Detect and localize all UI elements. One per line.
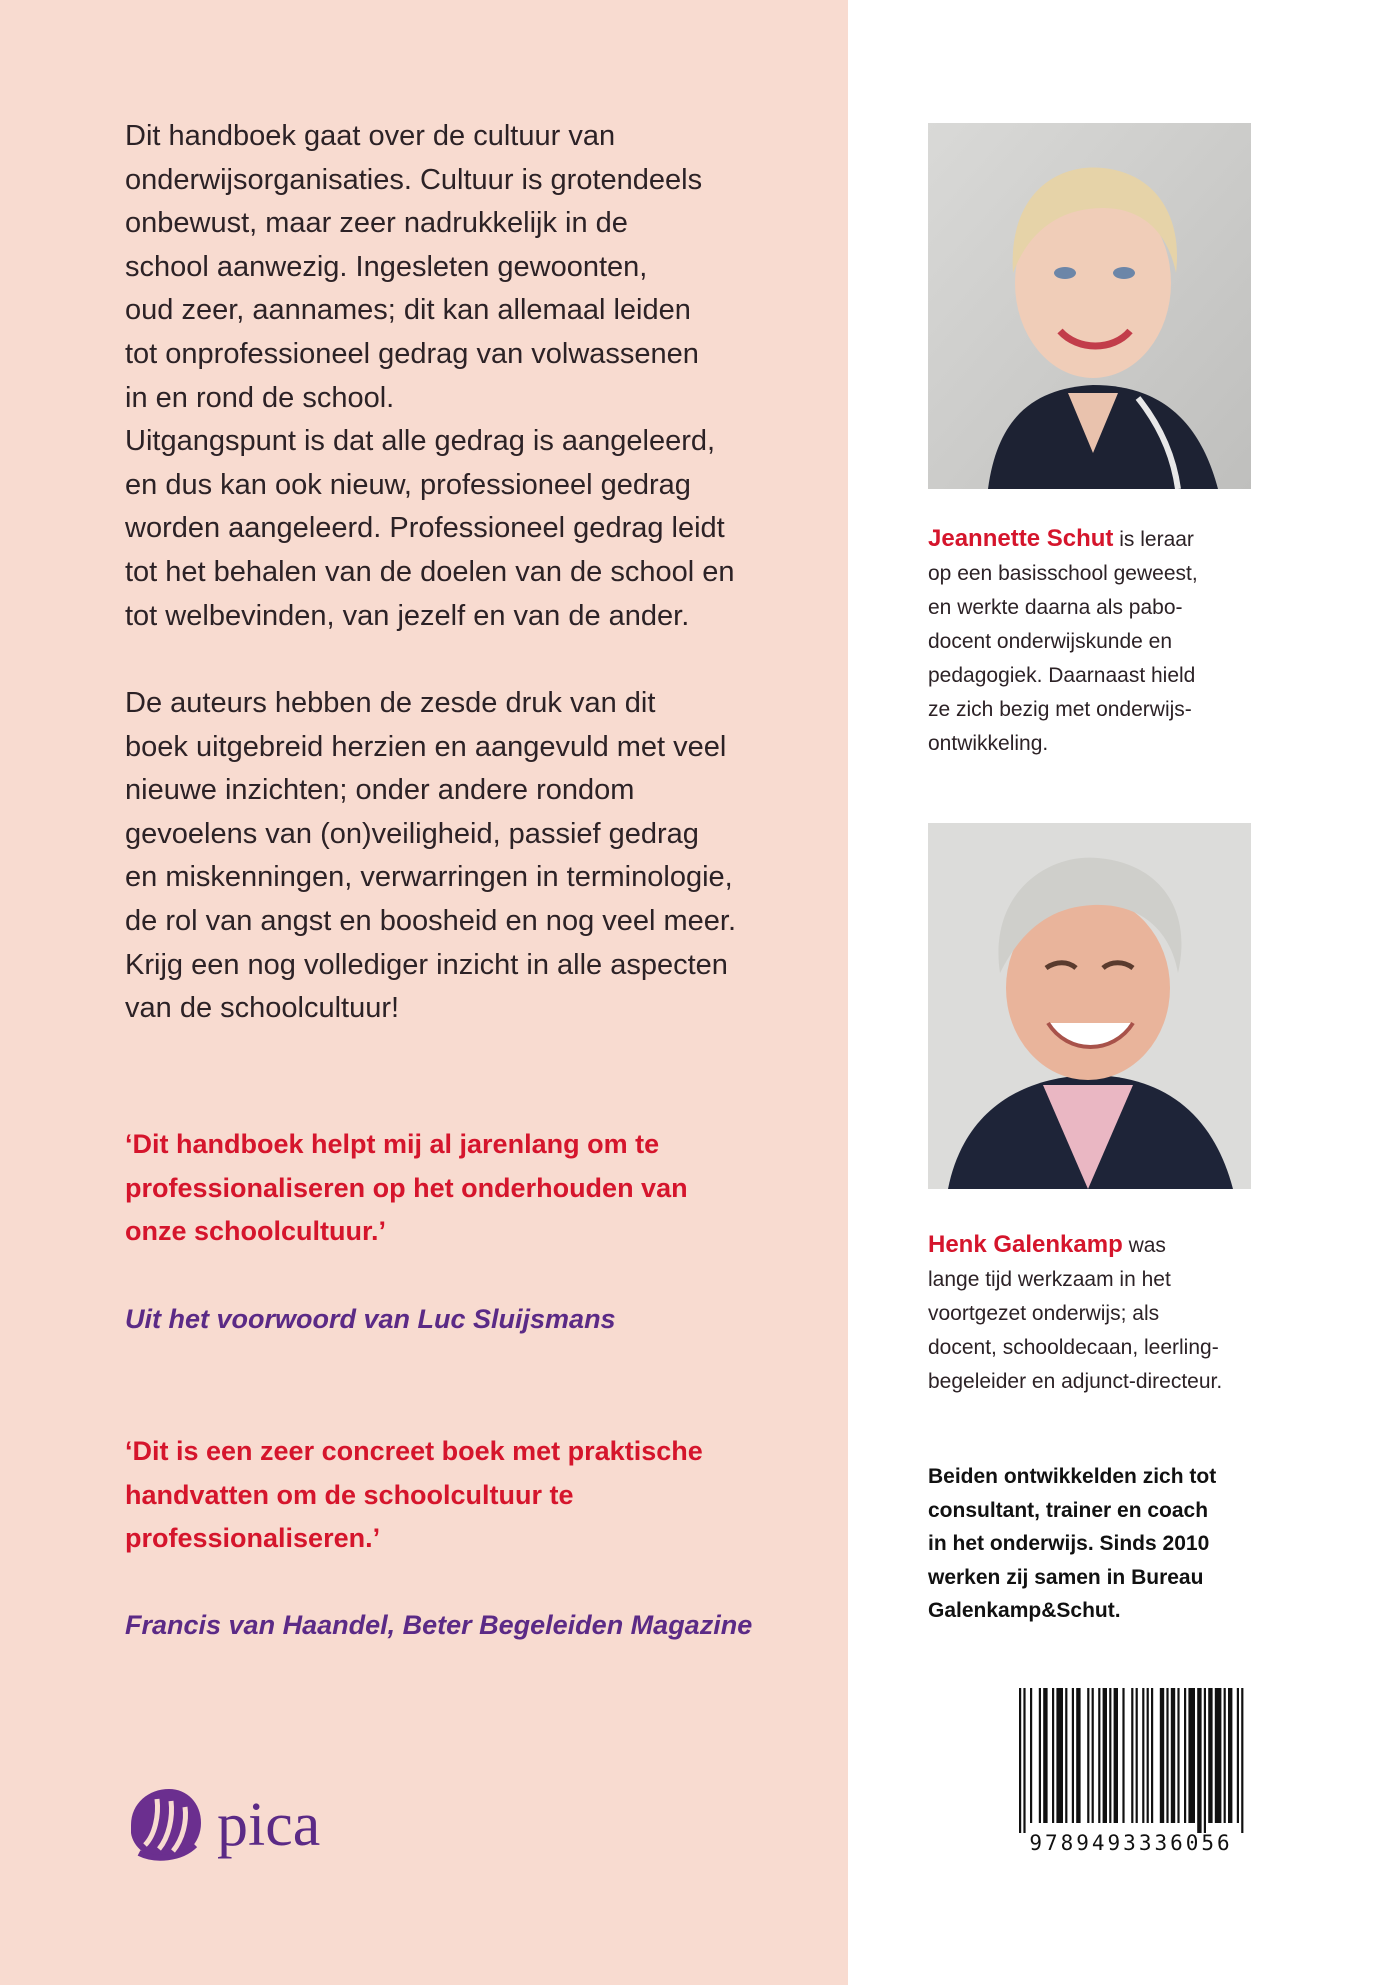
quote-line: ‘Dit handboek helpt mij al jarenlang om te xyxy=(125,1129,660,1159)
quote-1-attribution: Uit het voorwoord van Luc Sluijsmans xyxy=(125,1304,616,1334)
bio-line: voortgezet onderwijs; als xyxy=(928,1302,1160,1325)
barcode-bar xyxy=(1076,1688,1080,1823)
barcode-bar xyxy=(1098,1688,1100,1823)
text-line: in en rond de school. xyxy=(125,381,395,414)
text-line: tot welbevinden, van jezelf en van de ander. xyxy=(125,599,690,632)
bio-line: ze zich bezig met onderwijs- xyxy=(928,698,1192,721)
author-bio-henk xyxy=(928,1228,1328,1399)
text-line: Krijg een nog vollediger inzicht in alle aspecten xyxy=(125,948,728,981)
barcode-bar xyxy=(1136,1688,1138,1823)
publisher-logo xyxy=(125,1785,355,1875)
bio-line: docent onderwijskunde en xyxy=(928,630,1173,653)
text-line: boek uitgebreid herzien en aangevuld met veel xyxy=(125,730,727,763)
barcode-bar xyxy=(1019,1688,1021,1833)
barcode-bar xyxy=(1228,1688,1232,1823)
barcode-icon xyxy=(1015,1688,1247,1833)
joint-bio-line: Beiden ontwikkelden zich tot xyxy=(928,1465,1217,1488)
quote-2 xyxy=(125,1430,825,1561)
text-line: De auteurs hebben de zesde druk van dit xyxy=(125,687,656,719)
portrait-image xyxy=(928,823,1251,1189)
bio-line: docent, schooldecaan, leerling- xyxy=(928,1336,1219,1359)
barcode-bar xyxy=(1092,1688,1094,1823)
quote-line: onze schoolcultuur.’ xyxy=(125,1216,387,1247)
description-paragraph-1 xyxy=(125,115,805,638)
joint-bio-line: werken zij samen in Bureau xyxy=(928,1565,1204,1589)
joint-bio-line: consultant, trainer en coach xyxy=(928,1498,1209,1522)
barcode-bar xyxy=(1171,1688,1175,1823)
bio-line: en werkte daarna als pabo- xyxy=(928,596,1183,619)
text-line: de rol van angst en boosheid en nog veel meer. xyxy=(125,904,737,937)
text-line: en dus kan ook nieuw, professioneel gedrag xyxy=(125,468,691,501)
barcode-bar xyxy=(1087,1688,1089,1823)
text-line: Uitgangspunt is dat alle gedrag is aangeleerd, xyxy=(125,425,716,458)
text-line: van de schoolcultuur! xyxy=(125,992,400,1025)
bio-first-line xyxy=(928,522,1328,557)
author-name: Henk Galenkamp xyxy=(928,1231,1123,1258)
portrait-image xyxy=(928,123,1251,489)
quote-line: handvatten om de schoolcultuur te xyxy=(125,1479,574,1510)
bio-line: begeleider en adjunct-directeur. xyxy=(928,1370,1223,1393)
text-line: tot het behalen van de doelen van de school en xyxy=(125,555,735,588)
barcode-bar xyxy=(1188,1688,1195,1823)
barcode-bar xyxy=(1065,1688,1067,1823)
barcode-bar xyxy=(1166,1688,1168,1823)
text-line: gevoelens van (on)veiligheid, passief gedrag xyxy=(125,817,699,850)
barcode-bar xyxy=(1023,1688,1025,1833)
barcode-bar xyxy=(1103,1688,1107,1823)
bio-line: lange tijd werkzaam in het xyxy=(928,1268,1171,1291)
bio-first-line xyxy=(928,1228,1328,1263)
text-line: worden aangeleerd. Professioneel gedrag leidt xyxy=(125,512,725,545)
bio-first-line-rest: was xyxy=(1122,1234,1166,1257)
text-line: en miskenningen, verwarringen in terminologie, xyxy=(125,861,733,894)
joint-bio xyxy=(928,1460,1328,1628)
description-paragraph-2 xyxy=(125,682,805,1031)
barcode-bar xyxy=(1160,1688,1164,1823)
barcode-bar xyxy=(1208,1688,1212,1823)
barcode-bar xyxy=(1215,1688,1222,1823)
barcode-bar xyxy=(1072,1688,1074,1823)
barcode-bar xyxy=(1039,1688,1041,1823)
barcode-bar xyxy=(1204,1688,1206,1833)
barcode-bar xyxy=(1224,1688,1226,1823)
barcode-bar xyxy=(1122,1688,1124,1823)
text-line: school aanwezig. Ingesleten gewoonten, xyxy=(125,250,648,283)
barcode-bar xyxy=(1109,1688,1111,1823)
quote-line: professionaliseren.’ xyxy=(125,1523,381,1554)
bio-line: ontwikkeling. xyxy=(928,732,1049,755)
barcode-bar xyxy=(1184,1688,1186,1823)
bio-line: op een basisschool geweest, xyxy=(928,562,1198,585)
bio-line: pedagogiek. Daarnaast hield xyxy=(928,664,1196,687)
text-line: onderwijsorganisaties. Cultuur is grotendeels xyxy=(125,163,703,196)
barcode-bar xyxy=(1056,1688,1063,1823)
barcode-bar xyxy=(1114,1688,1118,1823)
quote-1 xyxy=(125,1123,825,1254)
barcode-bar xyxy=(1052,1688,1054,1823)
barcode-bar xyxy=(1131,1688,1133,1823)
joint-bio-line: in het onderwijs. Sinds 2010 xyxy=(928,1532,1210,1555)
barcode-bar xyxy=(1030,1688,1032,1823)
quote-line: ‘Dit is een zeer concreet boek met praktische xyxy=(125,1436,703,1466)
author-bio-jeannette xyxy=(928,522,1328,761)
quote-2-attribution: Francis van Haandel, Beter Begeleiden Magazine xyxy=(125,1610,753,1640)
barcode-bar xyxy=(1237,1688,1239,1823)
bio-first-line-rest: is leraar xyxy=(1113,528,1194,551)
barcode-bar xyxy=(1142,1688,1144,1823)
barcode-bar xyxy=(1043,1688,1047,1823)
publisher-logo-icon xyxy=(125,1785,205,1865)
barcode-bar xyxy=(1147,1688,1149,1823)
isbn-barcode xyxy=(1015,1688,1247,1860)
text-line: oud zeer, aannames; dit kan allemaal leiden xyxy=(125,294,691,327)
barcode-bar xyxy=(1177,1688,1179,1823)
barcode-bar xyxy=(1197,1688,1201,1833)
text-line: tot onprofessioneel gedrag van volwassenen xyxy=(125,337,699,370)
joint-bio-line: Galenkamp&Schut. xyxy=(928,1599,1121,1622)
barcode-bar xyxy=(1241,1688,1243,1833)
text-line: nieuwe inzichten; onder andere rondom xyxy=(125,774,635,807)
publisher-name: pica xyxy=(217,1791,321,1859)
author-name: Jeannette Schut xyxy=(928,525,1114,552)
barcode-bar xyxy=(1151,1688,1153,1823)
text-line: onbewust, maar zeer nadrukkelijk in de xyxy=(125,207,628,240)
author-photo-henk xyxy=(928,823,1251,1189)
isbn-number: 9789493336056 xyxy=(1029,1831,1233,1855)
text-line: Dit handboek gaat over de cultuur van xyxy=(125,120,616,152)
author-photo-jeannette xyxy=(928,123,1251,489)
quote-line: professionaliseren op het onderhouden van xyxy=(125,1172,688,1203)
